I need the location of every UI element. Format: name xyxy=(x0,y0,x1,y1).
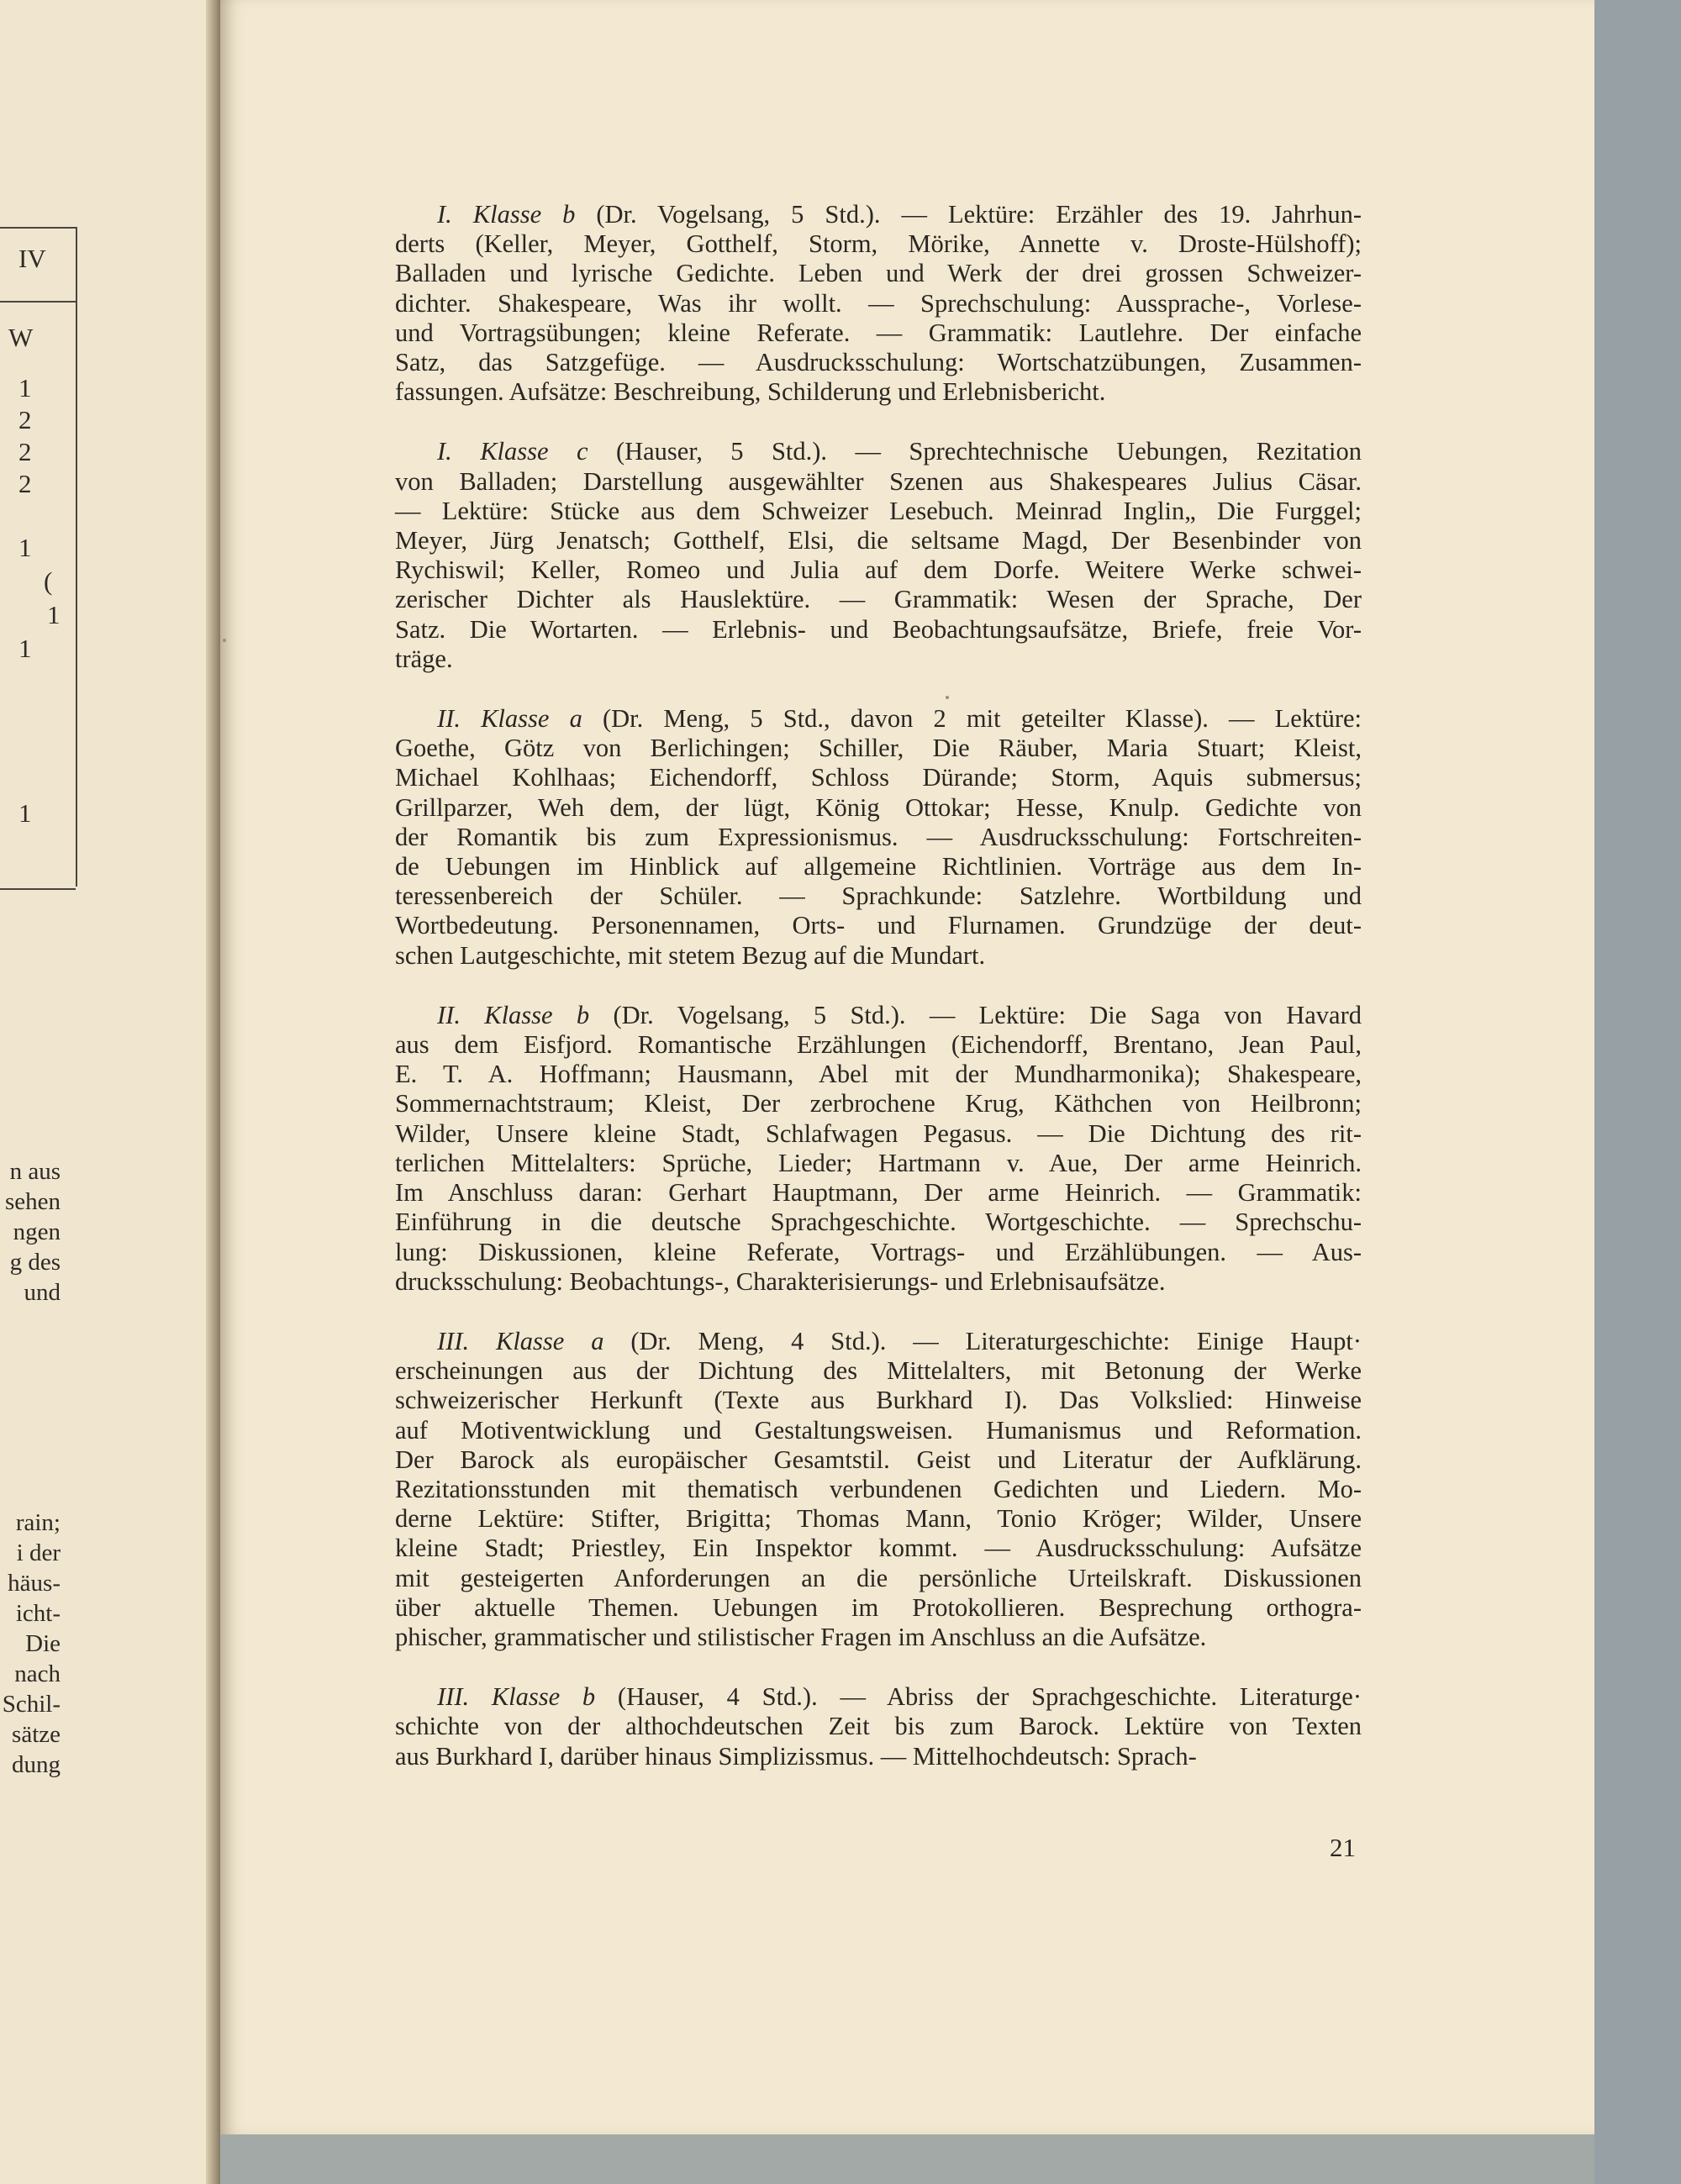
paragraph-line xyxy=(395,1238,1362,1267)
left-table-divider xyxy=(76,227,77,887)
paragraph-line xyxy=(395,259,1362,288)
paragraph-line xyxy=(395,1356,1362,1386)
line-text: (Dr. Meng, 4 Std.). — Literaturgeschichte: Einige Haupt· xyxy=(603,1326,1362,1355)
line-text: terlichen Mittelalters: Sprüche, Lieder; Hartmann v. Aue, Der arme Heinrich. xyxy=(395,1148,1362,1177)
left-table-cell: 2 xyxy=(18,469,32,498)
paragraph-first-line xyxy=(395,1001,1362,1030)
line-text: Rezitationsstunden mit thematisch verbundenen Gedichten und Liedern. Mo- xyxy=(395,1474,1362,1503)
class-heading: III. Klasse a xyxy=(437,1326,604,1355)
line-text: Goethe, Götz von Berlichingen; Schiller, Die Räuber, Maria Stuart; Kleist, xyxy=(395,734,1362,763)
left-table-cell: ( xyxy=(44,566,53,596)
left-page xyxy=(0,0,220,2184)
paragraph-first-line xyxy=(395,200,1362,229)
course-paragraph xyxy=(395,704,1362,971)
line-text: Satz, das Satzgefüge. — Ausdrucksschulung: Wortschatzübungen, Zusammen- xyxy=(395,348,1362,377)
paragraph-line xyxy=(395,1712,1362,1741)
left-fragment: Die xyxy=(25,1630,61,1657)
paragraph-line xyxy=(395,881,1362,911)
paragraph-line xyxy=(395,1534,1362,1563)
left-table-cell: 1 xyxy=(18,798,32,828)
page-body-text xyxy=(395,200,1362,1802)
line-text: derts (Keller, Meyer, Gotthelf, Storm, Mörike, Annette v. Droste-Hülshoff); xyxy=(395,229,1362,259)
paragraph-first-line xyxy=(395,704,1362,734)
line-text: erscheinungen aus der Dichtung des Mittelalters, mit Betonung der Werke xyxy=(395,1356,1362,1386)
paragraph-line xyxy=(395,823,1362,852)
left-table-cell: 1 xyxy=(47,600,61,629)
line-text: schichte von der althochdeutschen Zeit bis zum Barock. Lektüre von Texten xyxy=(395,1712,1362,1741)
paragraph-line xyxy=(395,1504,1362,1534)
class-heading: II. Klasse a xyxy=(437,704,582,734)
line-text: (Hauser, 5 Std.). — Sprechtechnische Uebungen, Rezitation xyxy=(588,437,1362,466)
paragraph-line xyxy=(395,793,1362,823)
paragraph-line xyxy=(395,615,1362,645)
line-text: Wilder, Unsere kleine Stadt, Schlafwagen Pegasus. — Die Dichtung des rit- xyxy=(395,1118,1362,1148)
line-text: Meyer, Jürg Jenatsch; Gotthelf, Elsi, die seltsame Magd, Der Besenbinder von xyxy=(395,526,1362,555)
paragraph-line xyxy=(395,911,1362,940)
scan-background-bottom xyxy=(220,2134,1594,2184)
paragraph-first-line xyxy=(395,437,1362,466)
line-text: der Romantik bis zum Expressionismus. — Ausdrucksschulung: Fortschreiten- xyxy=(395,822,1362,851)
left-table-cell: 1 xyxy=(18,373,32,403)
paragraph-first-line xyxy=(395,1327,1362,1356)
line-text: Wortbedeutung. Personennamen, Orts- und Flurnamen. Grundzüge der deut- xyxy=(395,911,1362,940)
paragraph-line xyxy=(395,1564,1362,1593)
line-text: Grillparzer, Weh dem, der lügt, König Ottokar; Hesse, Knulp. Gedichte von xyxy=(395,792,1362,822)
left-fragment: und xyxy=(24,1279,61,1306)
line-text: auf Motiventwicklung und Gestaltungsweisen. Humanismus und Reformation. xyxy=(395,1415,1362,1445)
paragraph-line xyxy=(395,1208,1362,1237)
left-fragment: dung xyxy=(12,1751,61,1778)
paragraph-line xyxy=(395,289,1362,318)
line-text: mit gesteigerten Anforderungen an die persönliche Urteilskraft. Diskussionen xyxy=(395,1563,1362,1592)
paragraph-line xyxy=(395,1475,1362,1504)
paragraph-line xyxy=(395,377,1362,407)
left-table-header-rule xyxy=(0,301,76,303)
course-paragraph xyxy=(395,1682,1362,1771)
line-text: lung: Diskussionen, kleine Referate, Vortrags- und Erzählübungen. — Aus- xyxy=(395,1237,1362,1266)
paragraph-line xyxy=(395,1089,1362,1118)
scan-background xyxy=(1594,0,1681,2184)
line-text: Balladen und lyrische Gedichte. Leben und Werk der drei grossen Schweizer- xyxy=(395,259,1362,288)
line-text: zerischer Dichter als Hauslektüre. — Grammatik: Wesen der Sprache, Der xyxy=(395,585,1362,614)
page-number: 21 xyxy=(1330,1833,1356,1862)
paragraph-line xyxy=(395,497,1362,526)
line-text: (Hauser, 4 Std.). — Abriss der Sprachgeschichte. Literaturge· xyxy=(595,1682,1362,1712)
paragraph-line xyxy=(395,318,1362,348)
paragraph-line xyxy=(395,941,1362,971)
paragraph-line xyxy=(395,585,1362,614)
left-table-cell: 1 xyxy=(18,634,32,663)
paragraph-line xyxy=(395,1119,1362,1149)
line-text: und Vortragsübungen; kleine Referate. — Grammatik: Lautlehre. Der einfache xyxy=(395,318,1362,347)
paper-speck xyxy=(223,639,226,642)
line-text: teressenbereich der Schüler. — Sprachkunde: Satzlehre. Wortbildung und xyxy=(395,881,1362,911)
course-paragraph xyxy=(395,1001,1362,1297)
line-text: drucksschulung: Beobachtungs-, Charakterisierungs- und Erlebnisaufsätze. xyxy=(395,1266,1166,1296)
line-text: phischer, grammatischer und stilistischer Fragen im Anschluss an die Aufsätze. xyxy=(395,1622,1207,1651)
line-text: (Dr. Meng, 5 Std., davon 2 mit geteilter Klasse). — Lektüre: xyxy=(582,704,1362,734)
left-fragment: ngen xyxy=(13,1218,61,1245)
paragraph-first-line xyxy=(395,1682,1362,1712)
left-fragment: icht- xyxy=(15,1600,61,1627)
line-text: — Lektüre: Stücke aus dem Schweizer Lesebuch. Meinrad Inglin„ Die Furggel; xyxy=(395,496,1362,525)
line-text: (Dr. Vogelsang, 5 Std.). — Lektüre: Die Saga von Havard xyxy=(589,1000,1362,1029)
line-text: schen Lautgeschichte, mit stetem Bezug auf die Mundart. xyxy=(395,940,986,970)
paragraph-line xyxy=(395,229,1362,259)
line-text: Sommernachtstraum; Kleist, Der zerbrochene Krug, Käthchen von Heilbronn; xyxy=(395,1089,1362,1118)
left-fragment: sätze xyxy=(12,1721,61,1748)
paragraph-line xyxy=(395,1593,1362,1623)
line-text: träge. xyxy=(395,644,453,673)
paragraph-line xyxy=(395,1149,1362,1178)
line-text: Michael Kohlhaas; Eichendorff, Schloss Dürande; Storm, Aquis submersus; xyxy=(395,763,1362,792)
line-text: E. T. A. Hoffmann; Hausmann, Abel mit der Mundharmonika); Shakespeare, xyxy=(395,1060,1362,1089)
paragraph-line xyxy=(395,763,1362,792)
left-table-cell: 2 xyxy=(18,437,32,466)
left-fragment: n aus xyxy=(9,1158,61,1185)
line-text: Einführung in die deutsche Sprachgeschichte. Wortgeschichte. — Sprechschu- xyxy=(395,1208,1362,1237)
left-fragment: Schil- xyxy=(2,1691,61,1718)
paragraph-line xyxy=(395,1416,1362,1445)
class-heading: II. Klasse b xyxy=(437,1000,590,1029)
left-table-header: IV xyxy=(18,244,46,273)
left-fragment: g des xyxy=(9,1249,61,1276)
course-paragraph xyxy=(395,200,1362,407)
line-text: kleine Stadt; Priestley, Ein Inspektor kommt. — Ausdrucksschulung: Aufsätze xyxy=(395,1534,1362,1563)
left-table-cell: 1 xyxy=(18,533,32,562)
line-text: dichter. Shakespeare, Was ihr wollt. — Sprechschulung: Aussprache-, Vorlese- xyxy=(395,288,1362,318)
class-heading: III. Klasse b xyxy=(437,1682,596,1712)
line-text: (Dr. Vogelsang, 5 Std.). — Lektüre: Erzähler des 19. Jahrhun- xyxy=(575,200,1362,229)
left-table-cell: 2 xyxy=(18,405,32,434)
paragraph-line xyxy=(395,348,1362,377)
paragraph-line xyxy=(395,467,1362,497)
paragraph-line xyxy=(395,1386,1362,1415)
line-text: Der Barock als europäischer Gesamtstil. Geist und Literatur der Aufklärung. xyxy=(395,1445,1362,1474)
class-heading: I. Klasse b xyxy=(437,200,576,229)
left-fragment: rain; xyxy=(15,1509,61,1536)
left-fragment: nach xyxy=(14,1660,61,1687)
line-text: Satz. Die Wortarten. — Erlebnis- und Beobachtungsaufsätze, Briefe, freie Vor- xyxy=(395,614,1362,644)
course-paragraph xyxy=(395,437,1362,674)
line-text: von Balladen; Darstellung ausgewählter Szenen aus Shakespeares Julius Cäsar. xyxy=(395,466,1362,496)
paragraph-line xyxy=(395,734,1362,763)
line-text: Rychiswil; Keller, Romeo und Julia auf dem Dorfe. Weitere Werke schwei- xyxy=(395,555,1362,585)
left-table-header: W xyxy=(8,323,34,352)
left-fragment: häus- xyxy=(8,1570,61,1597)
paragraph-line xyxy=(395,1445,1362,1475)
paragraph-line xyxy=(395,1178,1362,1208)
line-text: über aktuelle Themen. Uebungen im Protokollieren. Besprechung orthogra- xyxy=(395,1592,1362,1622)
paragraph-line xyxy=(395,1060,1362,1089)
paragraph-line xyxy=(395,645,1362,674)
line-text: aus Burkhard I, darüber hinaus Simplizissmus. — Mittelhochdeutsch: Sprach- xyxy=(395,1741,1197,1771)
paragraph-line xyxy=(395,526,1362,555)
line-text: Im Anschluss daran: Gerhart Hauptmann, Der arme Heinrich. — Grammatik: xyxy=(395,1178,1362,1208)
paper-speck xyxy=(946,696,949,699)
paragraph-line xyxy=(395,1742,1362,1771)
left-fragment: sehen xyxy=(4,1188,61,1215)
paragraph-line xyxy=(395,1623,1362,1652)
course-paragraph xyxy=(395,1327,1362,1652)
paragraph-line xyxy=(395,1267,1362,1297)
line-text: fassungen. Aufsätze: Beschreibung, Schilderung und Erlebnisbericht. xyxy=(395,377,1106,407)
left-fragment: i der xyxy=(16,1539,61,1566)
paragraph-line xyxy=(395,555,1362,585)
line-text: derne Lektüre: Stifter, Brigitta; Thomas Mann, Tonio Kröger; Wilder, Unsere xyxy=(395,1504,1362,1534)
line-text: schweizerischer Herkunft (Texte aus Burkhard I). Das Volkslied: Hinweise xyxy=(395,1386,1362,1415)
line-text: de Uebungen im Hinblick auf allgemeine Richtlinien. Vorträge aus dem In- xyxy=(395,852,1362,881)
paragraph-line xyxy=(395,1030,1362,1060)
paragraph-line xyxy=(395,852,1362,881)
class-heading: I. Klasse c xyxy=(437,437,588,466)
line-text: aus dem Eisfjord. Romantische Erzählungen (Eichendorff, Brentano, Jean Paul, xyxy=(395,1030,1362,1060)
